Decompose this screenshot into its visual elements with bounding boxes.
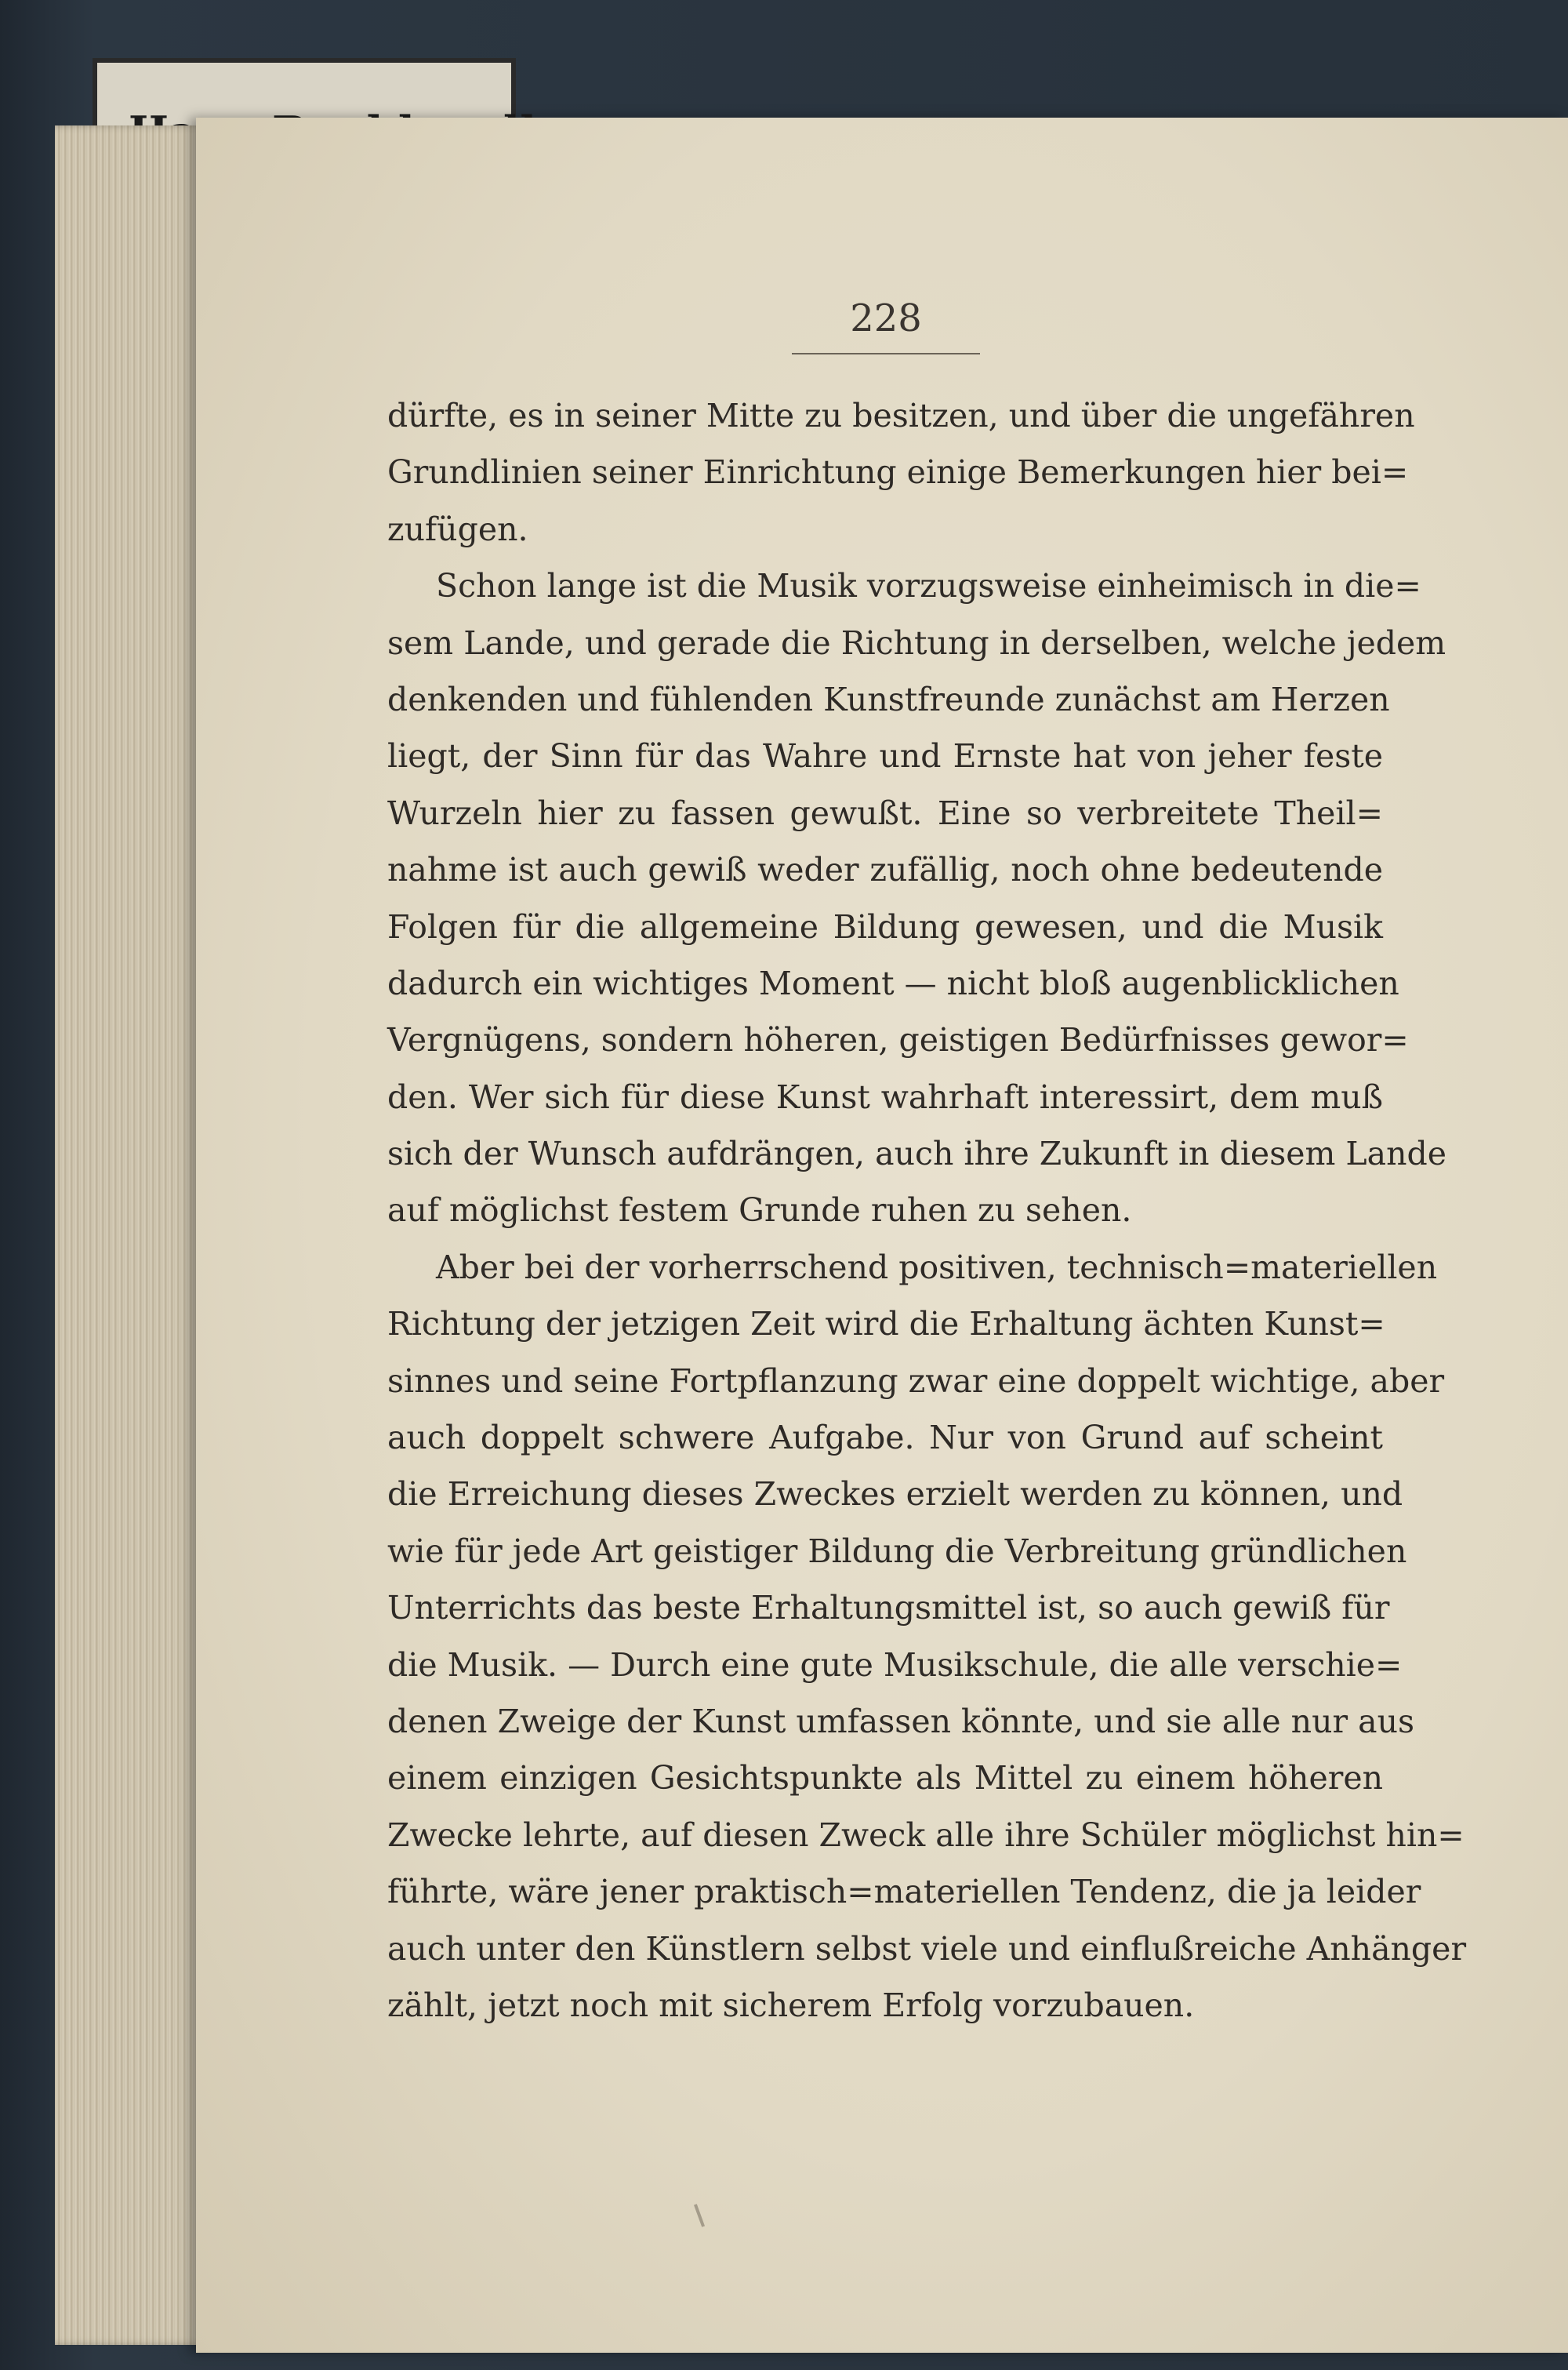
- text-line: zufügen.: [387, 510, 528, 548]
- text-line: denen Zweige der Kunst umfassen könnte, und sie alle nur aus: [387, 1702, 1415, 1740]
- text-line: Richtung der jetzigen Zeit wird die Erhaltung ächten Kunst=: [387, 1305, 1385, 1343]
- body-text: [387, 387, 1467, 2034]
- text-line: sinnes und seine Fortpflanzung zwar eine doppelt wichtige, aber: [387, 1361, 1445, 1400]
- text-line: sich der Wunsch aufdrängen, auch ihre Zukunft in diesem Lande: [387, 1135, 1446, 1173]
- text-line: sem Lande, und gerade die Richtung in derselben, welche jedem: [387, 623, 1446, 662]
- text-line: Vergnügens, sondern höheren, geistigen Bedürfnisses gewor=: [387, 1021, 1409, 1060]
- text-line: denkenden und fühlenden Kunstfreunde zunächst am Herzen: [387, 680, 1390, 718]
- text-line: liegt, der Sinn für das Wahre und Ernste hat von jeher feste: [387, 737, 1383, 776]
- text-line: dürfte, es in seiner Mitte zu besitzen, und über die ungefähren: [387, 397, 1415, 434]
- page-edges: [55, 125, 212, 2345]
- text-line: dadurch ein wichtiges Moment — nicht bloß augenblicklichen: [387, 964, 1399, 1002]
- text-line: wie für jede Art geistiger Bildung die Verbreitung gründlichen: [387, 1532, 1407, 1570]
- text-line: auf möglichst festem Grunde ruhen zu sehen.: [387, 1191, 1132, 1230]
- page-number: 228: [850, 296, 922, 340]
- page-number-rule: [792, 353, 980, 354]
- text-line: zählt, jetzt noch mit sicherem Erfolg vorzubauen.: [387, 1986, 1195, 2024]
- text-line: einem einzigen Gesichtspunkte als Mittel zu einem höheren: [387, 1759, 1383, 1797]
- text-line: nahme ist auch gewiß weder zufällig, noch ohne bedeutende: [387, 851, 1383, 889]
- text-line: Zwecke lehrte, auf diesen Zweck alle ihre Schüler möglichst hin=: [387, 1816, 1465, 1854]
- text-line: auch doppelt schwere Aufgabe. Nur von Grund auf scheint: [387, 1419, 1383, 1457]
- text-line: Schon lange ist die Musik vorzugsweise einheimisch in die=: [436, 567, 1421, 605]
- text-line: den. Wer sich für diese Kunst wahrhaft interessirt, dem muß: [387, 1078, 1383, 1116]
- text-line: führte, wäre jener praktisch=materiellen Tendenz, die ja leider: [387, 1873, 1421, 1911]
- text-line: auch unter den Künstlern selbst viele und einflußreiche Anhänger: [387, 1929, 1467, 1968]
- text-line: Aber bei der vorherrschend positiven, technisch=materiellen: [436, 1248, 1438, 1286]
- text-line: Folgen für die allgemeine Bildung gewesen, und die Musik: [387, 907, 1383, 946]
- text-line: Wurzeln hier zu fassen gewußt. Eine so verbreitete Theil=: [387, 794, 1383, 832]
- text-line: Unterrichts das beste Erhaltungsmittel ist, so auch gewiß für: [387, 1589, 1390, 1627]
- text-line: Grundlinien seiner Einrichtung einige Bemerkungen hier bei=: [387, 453, 1409, 492]
- text-line: die Musik. — Durch eine gute Musikschule, die alle verschie=: [387, 1645, 1403, 1684]
- text-line: die Erreichung dieses Zweckes erzielt werden zu können, und: [387, 1475, 1403, 1514]
